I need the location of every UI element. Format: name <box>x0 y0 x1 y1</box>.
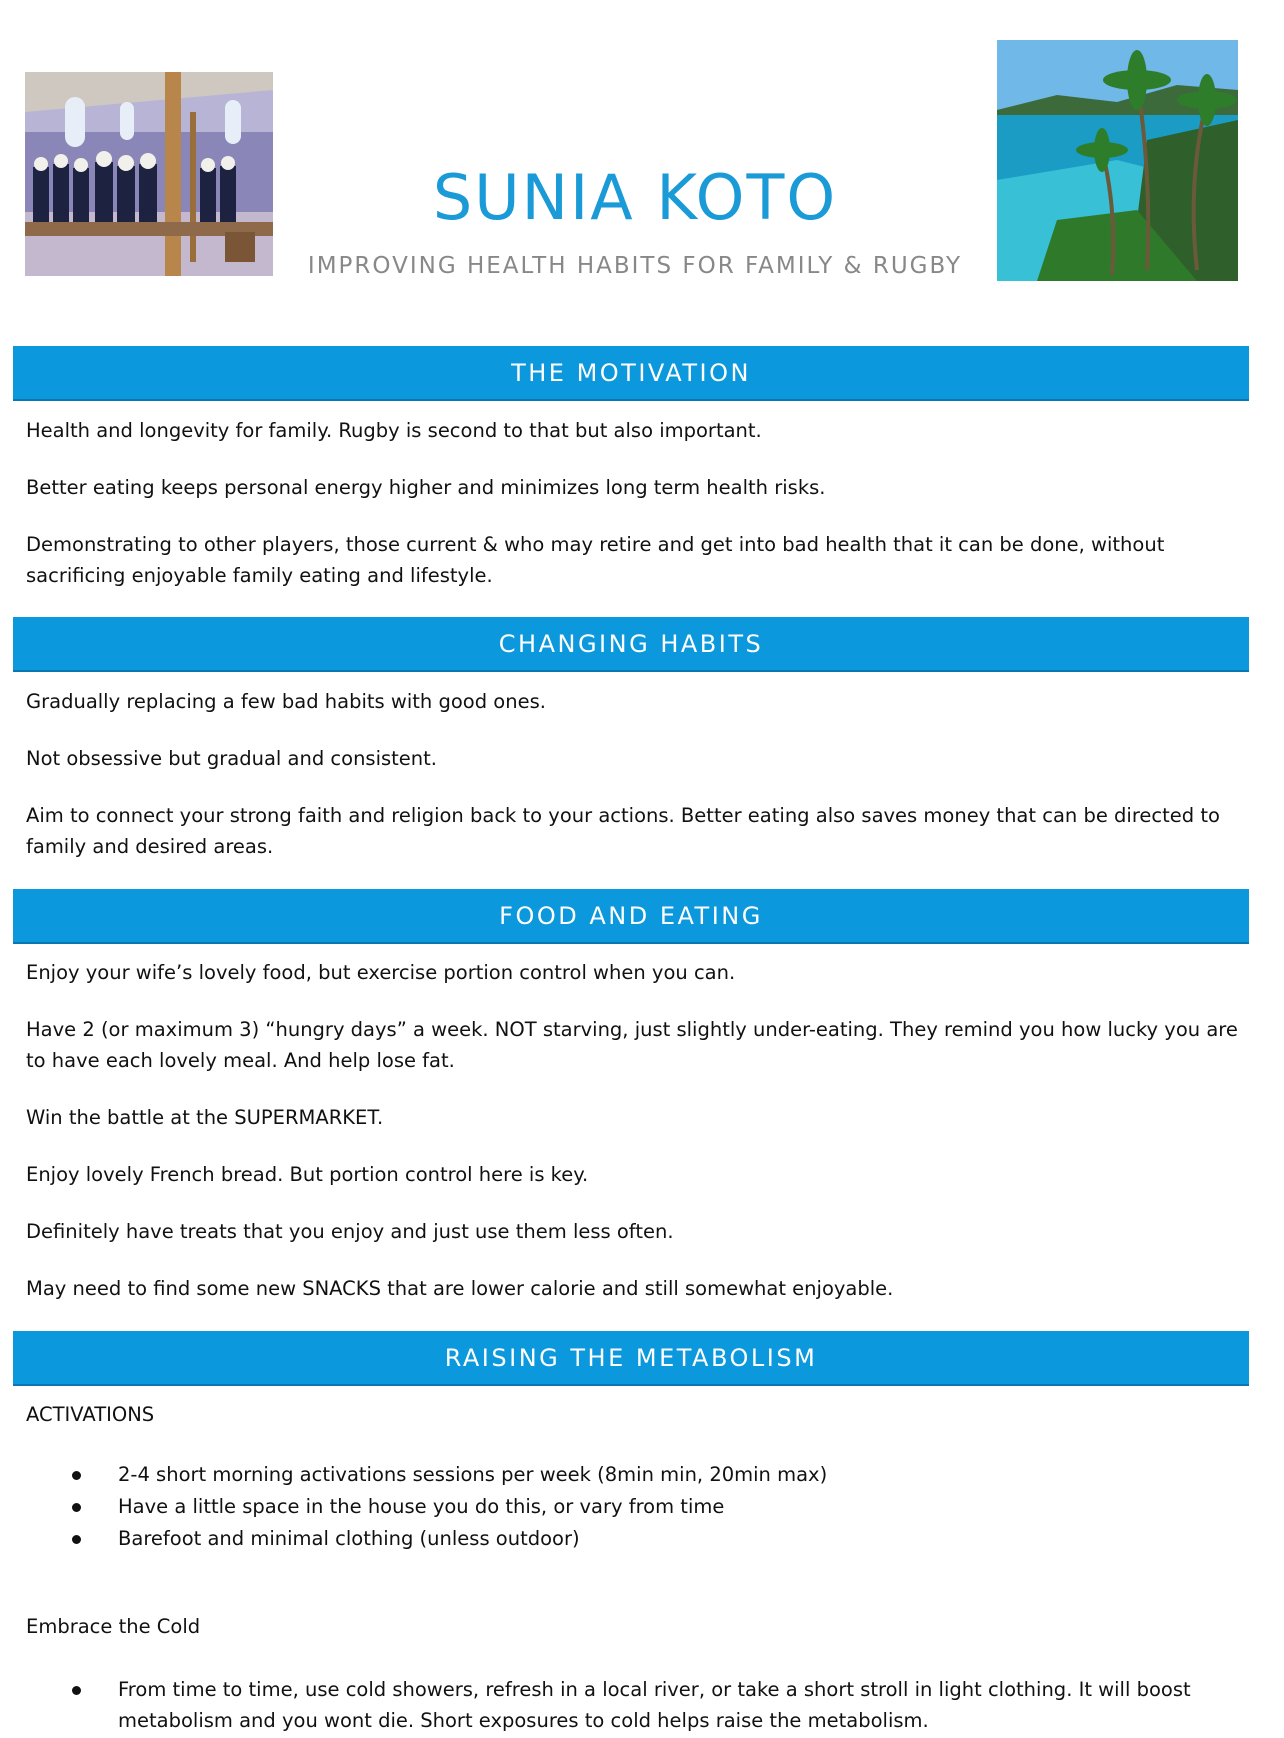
paragraph: Enjoy lovely French bread. But portion control here is key. <box>26 1163 589 1186</box>
paragraph: Demonstrating to other players, those current & who may retire and get into bad health that it can be done, without sacrificing enjoyable family eating and lifestyle. <box>26 533 1165 587</box>
list-item-text: Barefoot and minimal clothing (unless outdoor) <box>118 1527 580 1550</box>
tropical-beach-photo <box>997 40 1238 281</box>
section-heading: THE MOTIVATION <box>511 358 751 387</box>
section-header-metabolism <box>13 1331 1249 1386</box>
paragraph: Aim to connect your strong faith and religion back to your actions. Better eating also saves money that can be directed to family and desired areas. <box>26 804 1220 858</box>
paragraph: May need to find some new SNACKS that are lower calorie and still somewhat enjoyable. <box>26 1277 894 1300</box>
list-item-text: Have a little space in the house you do this, or vary from time <box>118 1495 725 1518</box>
bullet-icon <box>72 1686 81 1695</box>
subheading-embrace-cold: Embrace the Cold <box>26 1615 201 1638</box>
page-subtitle: IMPROVING HEALTH HABITS FOR FAMILY & RUGBY <box>307 253 963 279</box>
section-heading: CHANGING HABITS <box>498 629 764 658</box>
paragraph: Better eating keeps personal energy higher and minimizes long term health risks. <box>26 476 826 499</box>
paragraph: Gradually replacing a few bad habits with good ones. <box>26 690 546 713</box>
section-header-changing-habits <box>13 617 1249 672</box>
list-item-text: 2-4 short morning activations sessions per week (8min min, 20min max) <box>118 1463 828 1486</box>
page-title: SUNIA KOTO <box>432 161 838 234</box>
bullet-icon <box>72 1503 81 1512</box>
bullet-icon <box>72 1535 81 1544</box>
section-heading: RAISING THE METABOLISM <box>444 1343 818 1372</box>
section-header-food-eating <box>13 889 1249 944</box>
paragraph: Definitely have treats that you enjoy and just use them less often. <box>26 1220 674 1243</box>
paragraph: Health and longevity for family. Rugby is second to that but also important. <box>26 419 762 442</box>
paragraph: Have 2 (or maximum 3) “hungry days” a week. NOT starving, just slightly under-eating. They remind you how lucky you are to have each lovely meal. And help lose fat. <box>26 1018 1238 1072</box>
paragraph: Win the battle at the SUPERMARKET. <box>26 1106 384 1129</box>
paragraph: Not obsessive but gradual and consistent. <box>26 747 438 770</box>
list-item-text: From time to time, use cold showers, refresh in a local river, or take a short stroll in light clothing. It will boost metabolism and you wont die. Short exposures to cold helps raise the metabolism. <box>118 1678 1191 1732</box>
paragraph: Enjoy your wife’s lovely food, but exercise portion control when you can. <box>26 961 736 984</box>
section-heading: FOOD AND EATING <box>499 901 763 930</box>
church-interior-photo <box>25 72 273 276</box>
bullet-icon <box>72 1471 81 1480</box>
section-header-motivation <box>13 346 1249 401</box>
subheading-activations: ACTIVATIONS <box>26 1403 155 1426</box>
